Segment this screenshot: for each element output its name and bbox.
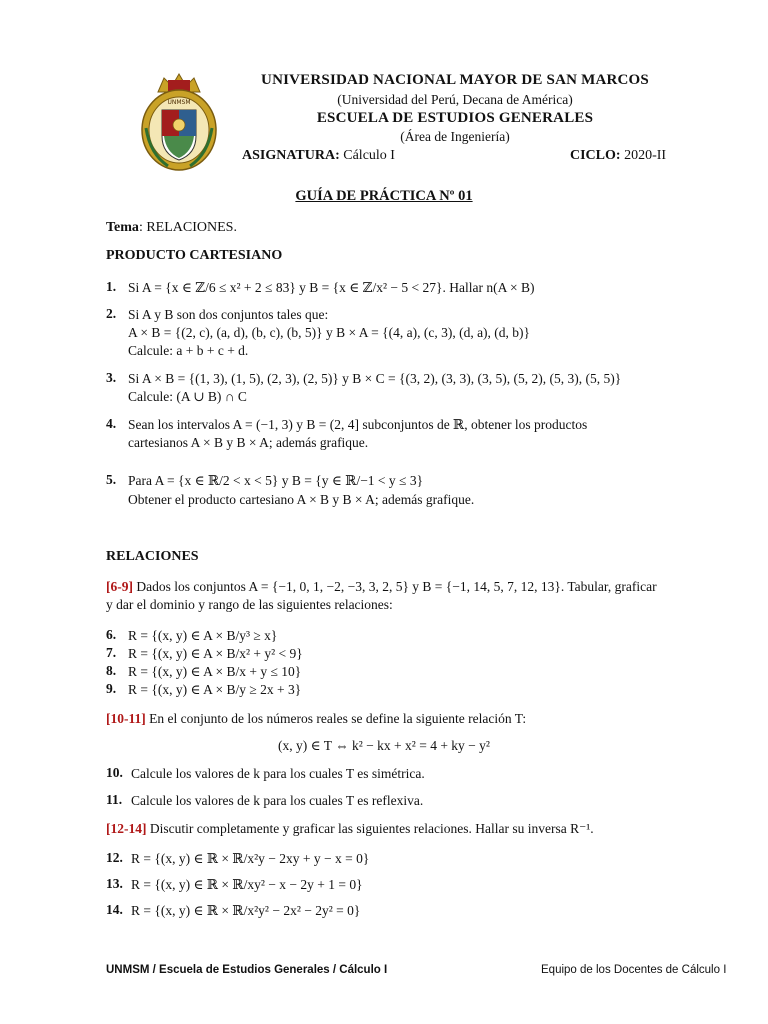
topic-line [106, 220, 237, 236]
problem-number: 13. [106, 876, 123, 891]
relations-intro-text: Dados los conjuntos A = {−1, 0, 1, −2, −3, 3, 2, 5} y B = {−1, 14, 5, 7, 12, 13}. Tabular, graficar [133, 579, 657, 594]
problem-number: 5. [106, 472, 117, 487]
problem-9-text: R = {(x, y) ∈ A × B/y ≥ 2x + 3} [128, 682, 302, 697]
cycle-line [570, 148, 666, 164]
topic-value: : RELACIONES. [138, 220, 237, 235]
problem-8-text: R = {(x, y) ∈ A × B/x + y ≤ 10} [128, 664, 302, 679]
subject-label: ASIGNATURA: [242, 148, 340, 163]
section-heading-relations: RELACIONES [106, 549, 199, 564]
section-heading-cartesian: PRODUCTO CARTESIANO [106, 248, 283, 263]
problem-6-text: R = {(x, y) ∈ A × B/y³ ≥ x} [128, 628, 278, 643]
relation-equation: (x, y) ∈ T ⇔ k² − kx + x² = 4 + ky − y² [278, 738, 490, 753]
problem-11-text: Calcule los valores de k para los cuales T es reflexiva. [131, 793, 424, 808]
university-seal-logo [138, 70, 220, 172]
problem-number: 7. [106, 645, 117, 660]
problem-2-line3: Calcule: a + b + c + d. [128, 343, 249, 358]
relations-intro-text: En el conjunto de los números reales se define la siguiente relación T: [145, 711, 527, 726]
problem-number: 11. [106, 792, 123, 807]
problem-number: 3. [106, 370, 117, 385]
footer-left-text: UNMSM / Escuela de Estudios Generales / Cálculo I [106, 964, 388, 976]
problem-2-line2: A × B = {(2, c), (a, d), (b, c), (b, 5)} y B × A = {(4, a), (c, 3), (d, a), (d, b)} [128, 325, 531, 340]
problem-3-line1: Si A × B = {(1, 3), (1, 5), (2, 3), (2, 5)} y B × C = {(3, 2), (3, 3), (3, 5), (5, 2), (5, 3), (5, 5)} [128, 371, 622, 386]
problem-14-text: R = {(x, y) ∈ ℝ × ℝ/x²y² − 2x² − 2y² = 0} [131, 903, 361, 918]
problem-1-text: Si A = {x ∈ ℤ/6 ≤ x² + 2 ≤ 83} y B = {x ∈ ℤ/x² − 5 < 27}. Hallar n(A × B) [128, 280, 535, 295]
problem-number: 14. [106, 902, 123, 917]
school-name: ESCUELA DE ESTUDIOS GENERALES [316, 110, 594, 126]
problem-3-line2: Calcule: (A ∪ B) ∩ C [128, 389, 247, 404]
page-title: GUÍA DE PRÁCTICA Nº 01 [295, 188, 473, 204]
problem-number: 6. [106, 627, 117, 642]
problem-13-text: R = {(x, y) ∈ ℝ × ℝ/xy² − x − 2y + 1 = 0} [131, 877, 363, 892]
problem-2-line1: Si A y B son dos conjuntos tales que: [128, 307, 329, 322]
topic-label: Tema [106, 220, 139, 235]
cycle-label: CICLO: [570, 148, 621, 163]
problem-5-line1: Para A = {x ∈ ℝ/2 < x < 5} y B = {y ∈ ℝ/−1 < y ≤ 3} [128, 473, 424, 488]
university-name: UNIVERSIDAD NACIONAL MAYOR DE SAN MARCOS [261, 72, 649, 88]
problem-number: 4. [106, 416, 117, 431]
range-tag: [12-14] [106, 821, 147, 836]
cycle-value: 2020-II [624, 148, 667, 163]
relations-intro-text: Discutir completamente y graficar las siguientes relaciones. Hallar su inversa R⁻¹. [146, 821, 594, 836]
problem-number: 8. [106, 663, 117, 678]
relations-intro-line2: y dar el dominio y rango de las siguientes relaciones: [106, 597, 393, 612]
relations-intro-12-14 [106, 821, 594, 837]
footer-right-text: Equipo de los Docentes de Cálculo I [541, 964, 727, 976]
problem-number: 2. [106, 306, 117, 321]
problem-4-line2: cartesianos A × B y B × A; además grafique. [128, 435, 369, 450]
subject-line [242, 148, 395, 164]
area-name: (Área de Ingeniería) [400, 129, 510, 144]
problem-number: 10. [106, 765, 123, 780]
subject-value: Cálculo I [343, 148, 395, 163]
university-subtitle: (Universidad del Perú, Decana de América) [337, 92, 573, 107]
problem-number: 12. [106, 850, 123, 865]
problem-number: 9. [106, 681, 117, 696]
svg-text:UNMSM: UNMSM [167, 99, 191, 106]
problem-4-line1: Sean los intervalos A = (−1, 3) y B = (2, 4] subconjuntos de ℝ, obtener los productos [128, 417, 588, 432]
problem-12-text: R = {(x, y) ∈ ℝ × ℝ/x²y − 2xy + y − x = 0} [131, 851, 370, 866]
problem-10-text: Calcule los valores de k para los cuales T es simétrica. [131, 766, 425, 781]
problem-5-line2: Obtener el producto cartesiano A × B y B × A; además grafique. [128, 492, 475, 507]
problem-7-text: R = {(x, y) ∈ A × B/x² + y² < 9} [128, 646, 303, 661]
relations-intro-6-9 [106, 579, 657, 595]
problem-number: 1. [106, 279, 117, 294]
range-tag: [10-11] [106, 711, 146, 726]
range-tag: [6-9] [106, 579, 133, 594]
relations-intro-10-11 [106, 711, 526, 727]
